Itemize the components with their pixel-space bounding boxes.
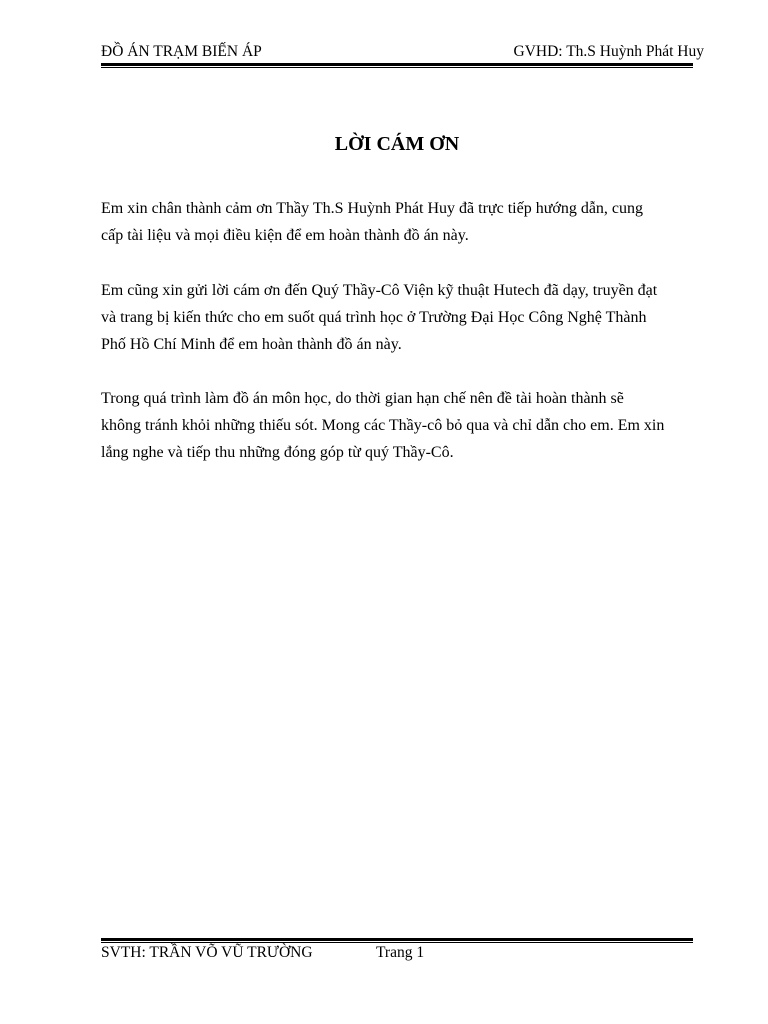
paragraph-line: cấp tài liệu và mọi điều kiện để em hoàn thành đồ án này. [101,227,469,244]
paragraph-line: Em xin chân thành cảm ơn Thầy Th.S Huỳnh Phát Huy đã trực tiếp hướng dẫn, cung [101,200,644,217]
footer-rule [101,938,693,943]
document-title-header: ĐỒ ÁN TRẠM BIẾN ÁP [101,43,262,60]
page-number: Trang 1 [376,944,425,961]
page-title: LỜI CÁM ƠN [334,133,460,155]
page-footer [101,944,693,964]
paragraph-line: Phố Hồ Chí Minh để em hoàn thành đồ án này. [101,336,402,353]
supervisor-header: GVHD: Th.S Huỳnh Phát Huy [513,43,704,60]
paragraph-1 [101,195,697,249]
paragraph-line: và trang bị kiến thức cho em suốt quá trình học ở Trường Đại Học Công Nghệ Thành [101,309,647,326]
paragraph-line: lắng nghe và tiếp thu những đóng góp từ quý Thầy-Cô. [101,444,454,461]
paragraph-line: Em cũng xin gửi lời cám ơn đến Quý Thầy-Cô Viện kỹ thuật Hutech đã dạy, truyền đạt [101,282,658,299]
header-rule [101,63,693,68]
paragraph-line: Trong quá trình làm đồ án môn học, do thời gian hạn chế nên đề tài hoàn thành sẽ [101,390,624,407]
paragraph-line: không tránh khỏi những thiếu sót. Mong các Thầy-cô bỏ qua và chỉ dẫn cho em. Em xin [101,417,665,434]
page-header [101,43,704,63]
paragraph-3 [101,385,697,466]
paragraph-2 [101,277,697,358]
student-author: SVTH: TRẦN VÕ VŨ TRƯỜNG [101,944,313,961]
